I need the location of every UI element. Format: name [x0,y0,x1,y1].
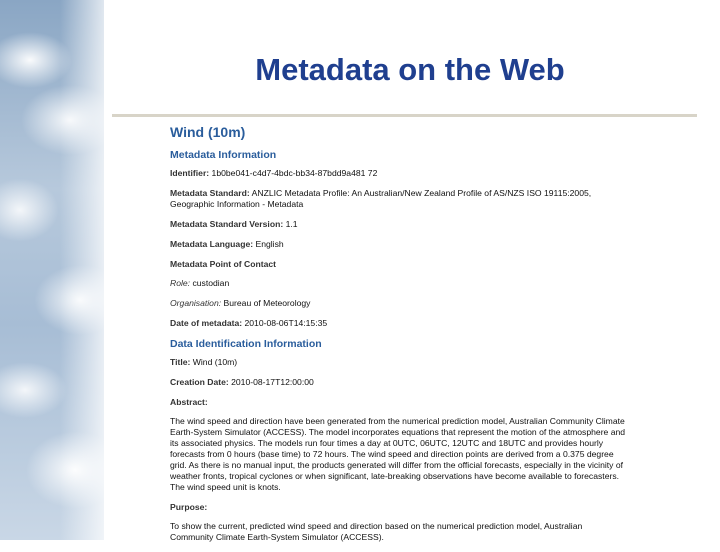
standard-value: ANZLIC Metadata Profile: An Australian/New Zealand Profile of AS/NZS ISO 19115:2005, Geographic Information - Metadata [170,188,592,209]
role-row [170,278,628,289]
standard-label: Metadata Standard: [170,188,250,198]
role-label: Role: [170,278,191,288]
ident-title-value: Wind (10m) [192,357,238,367]
role-value: custodian [192,278,230,288]
metadata-record [170,124,628,552]
organisation-label: Organisation: [170,298,222,308]
organisation-row [170,298,628,309]
language-label: Metadata Language: [170,239,254,249]
data-ident-heading: Data Identification Information [170,338,322,350]
standard-row [170,188,628,210]
creation-value: 2010-08-17T12:00:00 [231,377,314,387]
creation-row [170,377,628,388]
abstract-label: Abstract: [170,397,208,407]
date-label: Date of metadata: [170,318,243,328]
date-row [170,318,628,329]
ident-title-row [170,357,628,368]
language-row [170,239,628,250]
standard-version-row [170,219,628,230]
slide-title: Metadata on the Web [255,52,565,87]
poc-heading: Metadata Point of Contact [170,259,276,269]
identifier-value: 1b0be041-c4d7-4bdc-bb34-87bdd9a481 72 [211,168,378,178]
purpose-text: To show the current, predicted wind speed and direction based on the numerical prediction model, Australian Community Climate Earth-System Simulator (ACCESS). [170,521,583,542]
title-divider [112,114,697,117]
standard-version-label: Metadata Standard Version: [170,219,284,229]
record-title: Wind (10m) [170,124,246,140]
purpose-label: Purpose: [170,502,208,512]
organisation-value: Bureau of Meteorology [223,298,311,308]
standard-version-value: 1.1 [285,219,298,229]
abstract-text: The wind speed and direction have been generated from the numerical prediction model, Australian Community Climate Earth-System Simulator (ACCESS). The model incorporates equations that represent the motion of the atmosphere and its associated physics. The models run four times a day at 0UTC, 06UTC, 12UTC and 18UTC and provides hourly forecasts from 0 hours (base time) to 72 hours. The wind speed and direction points are derived from a 0.375 degree grid. As there is no manual input, the products generated will differ from the official forecasts, especially in the vicinity of weather fronts, tropical cyclones or when significant, late-breaking observations have become available to forecasters. The wind speed unit is knots. [170,416,626,492]
identifier-row [170,168,628,179]
identifier-label: Identifier: [170,168,210,178]
metadata-info-heading: Metadata Information [170,149,277,161]
creation-label: Creation Date: [170,377,229,387]
date-value: 2010-08-06T14:15:35 [244,318,328,328]
language-value: English [255,239,284,249]
ident-title-label: Title: [170,357,191,367]
